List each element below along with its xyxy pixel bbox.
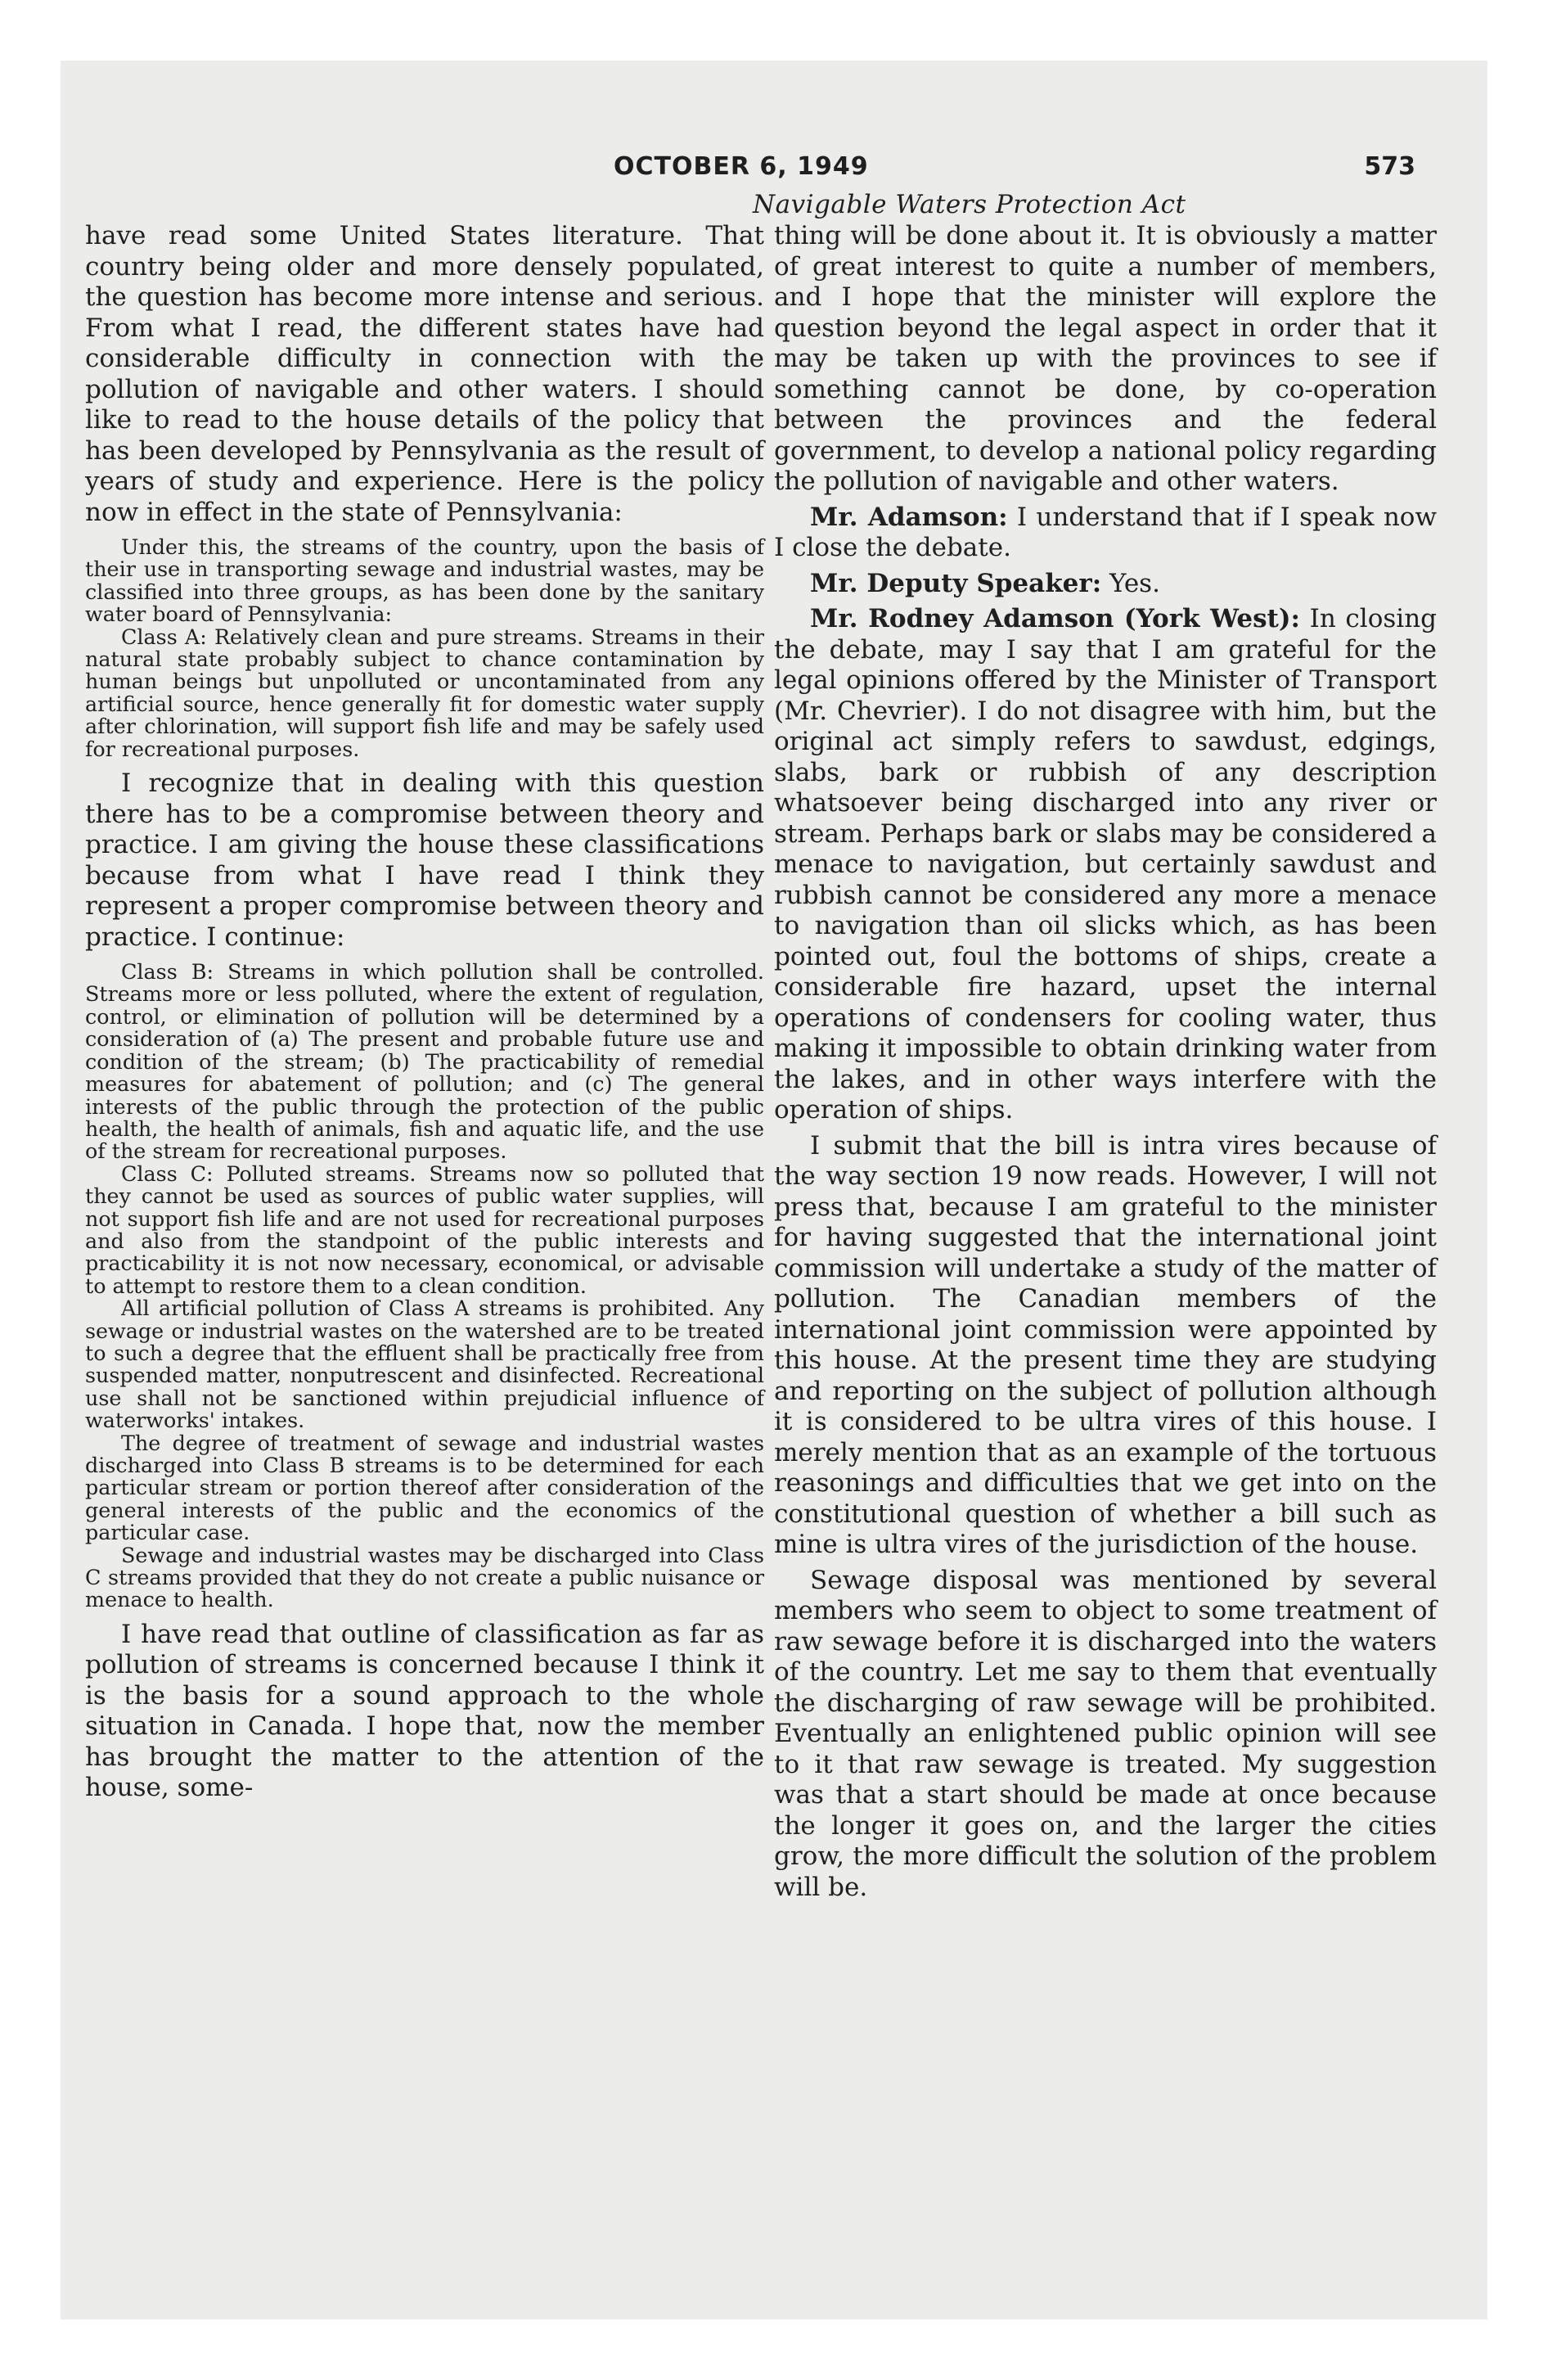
paragraph: I recognize that in dealing with this question there has to be a compromise between theory and practice. I am giving the house these classifications because from what I have read I think they represent a proper compromise between theory and practice. I continue: (85, 769, 764, 952)
paragraph: Sewage disposal was mentioned by several members who seem to object to some treatment of raw sewage before it is discharged into the waters of the country. Let me say to them that eventually the discharging of raw sewage will be prohibited. Eventually an enlightened public opinion will see to it that raw sewage is treated. My suggestion was that a start should be made at once because the longer it goes on, and the larger the cities grow, the more difficult the solution of the problem will be. (774, 1565, 1437, 1902)
left-column (85, 221, 764, 1804)
speaker-name: Mr. Deputy Speaker: (810, 568, 1102, 598)
paragraph: I have read that outline of classification as far as pollution of streams is concerned because I think it is the basis for a sound approach to the whole situation in Canada. I hope that, now the member has brought the matter to the attention of the house, some- (85, 1619, 764, 1803)
right-column (774, 221, 1437, 1903)
speaker-name: Mr. Adamson: (810, 502, 1008, 532)
quoted-paragraph: Under this, the streams of the country, upon the basis of their use in transporting sewage and industrial wastes, may be classified into three groups, as has been done by the sanitary water board of Pennsylvania: (85, 534, 764, 627)
running-title: Navigable Waters Protection Act (753, 190, 1186, 219)
speech-paragraph (774, 503, 1437, 564)
quoted-paragraph: The degree of treatment of sewage and industrial wastes discharged into Class B streams is to be determined for each particular stream or portion thereof after consideration of the general interests of the public and the economics of the particular case. (85, 1430, 764, 1545)
quoted-paragraph: All artificial pollution of Class A streams is prohibited. Any sewage or industrial wastes on the watershed are to be treated to such a degree that the effluent shall be practically free from suspended matter, nonputrescent and disinfected. Recreational use shall not be sanctioned within prejudicial influence of waterworks' intakes. (85, 1296, 764, 1433)
quoted-paragraph: Class A: Relatively clean and pure streams. Streams in their natural state probably subject to chance contamination by human beings but unpolluted or uncontaminated from any artificial source, hence generally fit for domestic water supply after chlorination, will support fish life and may be safely used for recreational purposes. (85, 624, 764, 761)
page-header (61, 152, 1487, 193)
speech-paragraph (774, 569, 1437, 600)
page-number: 573 (1364, 152, 1415, 181)
paragraph: thing will be done about it. It is obviously a matter of great interest to quite a number of members, and I hope that the minister will explore the question beyond the legal aspect in order that it may be taken up with the provinces to see if something cannot be done, by co-operation between the provinces and the federal government, to develop a national policy regarding the pollution of navigable and other waters. (774, 221, 1437, 496)
speech-text: I understand that if I speak now I close the debate. (774, 502, 1437, 562)
header-date: OCTOBER 6, 1949 (614, 152, 869, 181)
page-scan (61, 61, 1487, 2319)
quoted-paragraph: Class C: Polluted streams. Streams now so polluted that they cannot be used as sources of public water supplies, will not support fish life and are not used for recreational purposes and also from the standpoint of the public interests and practicability it is not now necessary, economical, or advisable to attempt to restore them to a clean condition. (85, 1161, 764, 1298)
speech-text: In closing the debate, may I say that I am grateful for the legal opinions offered by the Minister of Transport (Mr. Chevrier). I do not disagree with him, but the original act simply refers to sawdust, edgings, slabs, bark or rubbish of any description whatsoever being discharged into any river or stream. Perhaps bark or slabs may be considered a menace to navigation, but certainly sawdust and rubbish cannot be considered any more a menace to navigation than oil slicks which, as has been pointed out, foul the bottoms of ships, create a considerable fire hazard, upset the internal operations of condensers for cooling water, thus making it impossible to obtain drinking water from the lakes, and in other ways interfere with the operation of ships. (774, 604, 1438, 1125)
speaker-name: Mr. Rodney Adamson (York West): (810, 604, 1300, 633)
speech-text: Yes. (1109, 568, 1160, 598)
quoted-paragraph: Sewage and industrial wastes may be discharged into Class C streams provided that they do not create a public nuisance or menace to health. (85, 1542, 764, 1612)
paragraph: have read some United States literature. That country being older and more densely populated, the question has become more intense and serious. From what I read, the different states have had considerable difficulty in connection with the pollution of navigable and other waters. I should like to read to the house details of the policy that has been developed by Pennsylvania as the result of years of study and experience. Here is the policy now in effect in the state of Pennsylvania: (85, 221, 764, 527)
speech-paragraph (774, 604, 1437, 1126)
quoted-paragraph: Class B: Streams in which pollution shall be controlled. Streams more or less polluted, where the extent of regulation, control, or elimination of pollution will be determined by a consideration of (a) The present and probable future use and condition of the stream; (b) The practicability of remedial measures for abatement of pollution; and (c) The general interests of the public through the protection of the public health, the health of animals, fish and aquatic life, and the use of the stream for recreational purposes. (85, 959, 764, 1164)
paragraph: I submit that the bill is intra vires because of the way section 19 now reads. However, I will not press that, because I am grateful to the minister for having suggested that the international joint commission will undertake a study of the matter of pollution. The Canadian members of the international joint commission were appointed by this house. At the present time they are studying and reporting on the subject of pollution although it is considered to be ultra vires of this house. I merely mention that as an example of the tortuous reasonings and difficulties that we get into on the constitutional question of whether a bill such as mine is ultra vires of the jurisdiction of the house. (774, 1130, 1437, 1559)
